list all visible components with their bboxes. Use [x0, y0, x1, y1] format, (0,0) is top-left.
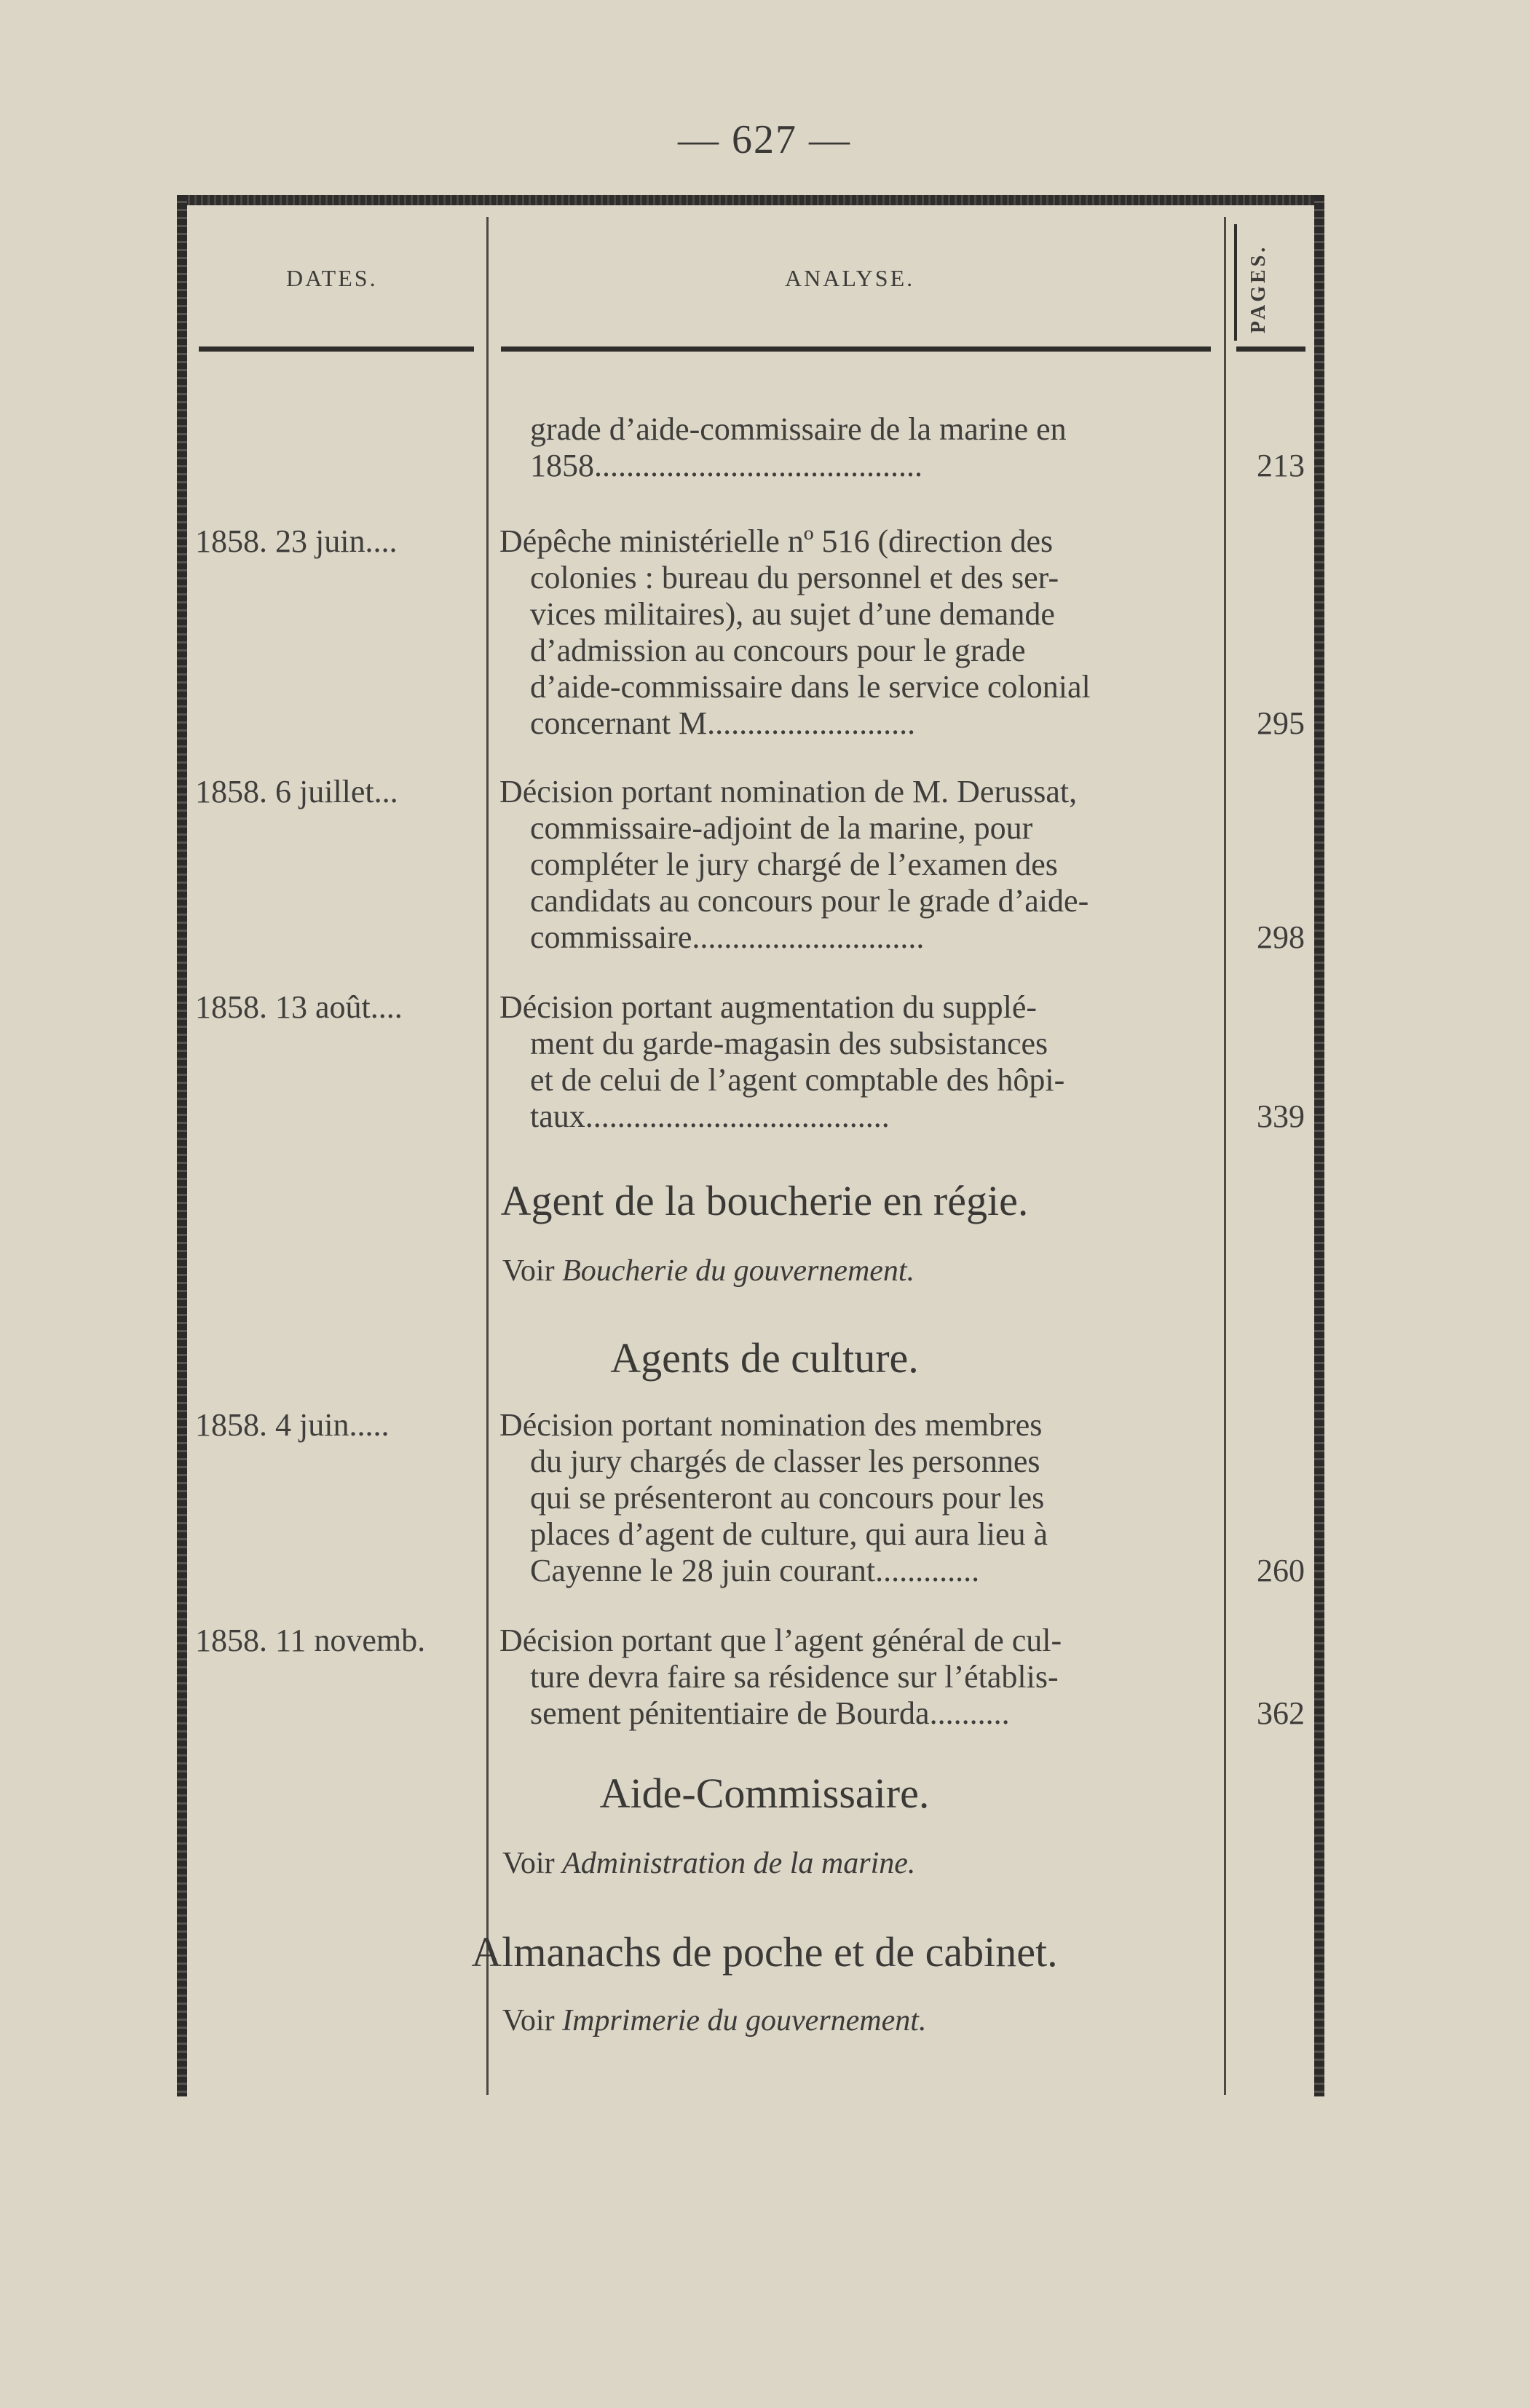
cross-reference	[502, 2003, 926, 2038]
voir-label: Voir	[502, 1254, 555, 1288]
entry-page: 298	[1257, 919, 1305, 955]
entry-text-line: concernant M..........................	[530, 705, 916, 741]
entry-text-line: qui se présenteront au concours pour les	[530, 1480, 1045, 1516]
entry-text-line: Cayenne le 28 juin courant.............	[530, 1553, 980, 1588]
pages-header-rule	[1234, 224, 1237, 341]
entry-text-line: commissaire.............................	[530, 919, 925, 955]
entry-page: 339	[1257, 1098, 1305, 1134]
voir-label: Voir	[502, 2004, 555, 2037]
entry-text-line: 1858.........................................	[530, 448, 922, 483]
entry-text-line: Décision portant augmentation du supplé-	[499, 989, 1038, 1025]
entry-text-line: ment du garde-magasin des subsistances	[530, 1026, 1048, 1061]
header-pages: PAGES.	[1247, 244, 1270, 333]
entry-text-line: du jury chargés de classer les personnes	[530, 1443, 1040, 1479]
entry-text-line: sement pénitentiaire de Bourda..........	[530, 1695, 1010, 1731]
page-number: — 627 —	[678, 117, 851, 162]
header-dates: DATES.	[286, 265, 378, 291]
entry-text-line: d’aide-commissaire dans le service colonial	[530, 669, 1091, 705]
header-rule-pages	[1236, 346, 1305, 352]
entry-page: 362	[1257, 1695, 1305, 1731]
entry-text-line: Décision portant nomination des membres	[499, 1407, 1043, 1443]
voir-label: Voir	[502, 1847, 555, 1880]
header-rule-dates	[199, 346, 474, 352]
voir-target: Imprimerie du gouvernement.	[562, 2004, 927, 2037]
voir-target: Boucherie du gouvernement.	[562, 1254, 915, 1288]
entry-text-line: Décision portant que l’agent général de cul-	[499, 1623, 1062, 1658]
entry-date: 1858. 4 juin.....	[195, 1407, 390, 1443]
header-rule-analyse	[501, 346, 1211, 352]
entry-date: 1858. 6 juillet...	[195, 774, 398, 809]
voir-target: Administration de la marine.	[562, 1847, 916, 1880]
entry-text-line: taux......................................	[530, 1098, 890, 1134]
entry-text-line: grade d’aide-commissaire de la marine en	[530, 411, 1067, 447]
entry-text-line: commissaire-adjoint de la marine, pour	[530, 810, 1033, 846]
cross-reference	[502, 1846, 915, 1881]
section-title: Aide-Commissaire.	[599, 1770, 930, 1817]
entry-text-line: Décision portant nomination de M. Derussat,	[499, 774, 1078, 809]
cross-reference	[502, 1253, 914, 1288]
entry-page: 213	[1257, 448, 1305, 483]
entry-text-line: et de celui de l’agent comptable des hôpi-	[530, 1062, 1065, 1098]
entry-date: 1858. 23 juin....	[195, 523, 398, 559]
entry-text-line: compléter le jury chargé de l’examen des	[530, 847, 1058, 882]
section-title: Agent de la boucherie en régie.	[500, 1177, 1029, 1224]
entry-date: 1858. 11 novemb.	[195, 1623, 426, 1658]
section-title: Almanachs de poche et de cabinet.	[471, 1928, 1058, 1976]
entry-text-line: candidats au concours pour le grade d’aide-	[530, 883, 1089, 919]
table-top-rule	[177, 195, 1324, 205]
entry-text-line: places d’agent de culture, qui aura lieu à	[530, 1516, 1048, 1552]
entry-page: 295	[1257, 705, 1305, 741]
header-analyse: ANALYSE.	[785, 265, 915, 291]
entry-text-line: Dépêche ministérielle nº 516 (direction des	[499, 523, 1054, 559]
entry-date: 1858. 13 août....	[195, 989, 403, 1025]
section-title: Agents de culture.	[610, 1334, 919, 1382]
entry-text-line: d’admission au concours pour le grade	[530, 633, 1026, 668]
entry-page: 260	[1257, 1553, 1305, 1588]
entry-text-line: ture devra faire sa résidence sur l’établis-	[530, 1659, 1059, 1695]
entry-text-line: vices militaires), au sujet d’une demande	[530, 596, 1055, 632]
entry-text-line: colonies : bureau du personnel et des ser-	[530, 560, 1059, 595]
